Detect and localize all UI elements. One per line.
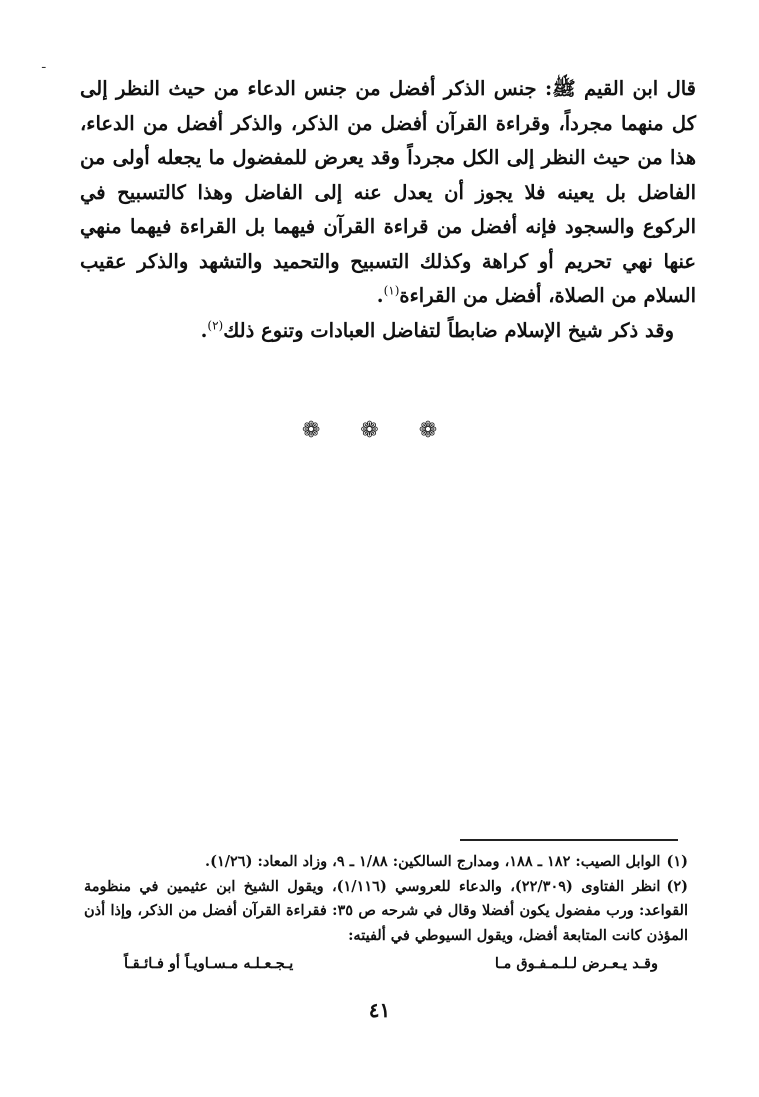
verse-second-hemistich: يـجـعـلـه مـسـاويـاً أو فـائـقـاً: [124, 955, 294, 972]
footnote-ref-1: (١): [383, 283, 400, 298]
section-separator: [0, 418, 759, 443]
corner-mark: ـ: [42, 57, 46, 71]
paragraph-2-text: وقد ذكر شيخ الإسلام ضابطاً لتفاضل العبادات وتنوع ذلك: [223, 318, 674, 342]
paragraph-2-end: .: [200, 318, 208, 342]
page-number: ٤١: [368, 998, 391, 1022]
separator-ornament-icon: ❁: [418, 418, 458, 443]
footnote-1: [84, 850, 688, 875]
footnote-1-text: الوابل الصيب: ١٨٢ ـ ١٨٨، ومدارج السالكين: ١/٨٨ ـ ٩، وزاد المعاد: (١/٢٦).: [205, 853, 661, 870]
paragraph-2: [80, 314, 696, 349]
footnote-2-verse: [84, 952, 688, 977]
footnote-2-number: (٢): [666, 877, 689, 895]
footnote-2: [84, 875, 688, 949]
footnote-2-text: انظر الفتاوى (٢٢/٣٠٩)، والدعاء للعروسي (١/١١٦)، ويقول الشيخ ابن عثيمين في منظومة القواعد: ورب مفضول يكون أفضلا وقال في شرحه ص ٣٥: فقراءة القرآن أفضل من الذكر، وإذا أذن المؤذن كانت المتابعة أفضل، ويقول السيوطي في ألفيته:: [84, 877, 688, 944]
paragraph-1-text: قال ابن القيم ﷺ: جنس الذكر أفضل من جنس الدعاء من حيث النظر إلى كل منهما مجرداً، وقراءة القرآن أفضل من الذكر، والذكر أفضل من الدعاء، هذا من حيث النظر إلى الكل مجرداً وقد يعرض للمفضول ما يجعله أولى من الفاضل بل يعينه فلا يجوز أن يعدل عنه إلى الفاضل وهذا كالتسبيح في الركوع والسجود فإنه أفضل من قراءة القرآن فيهما بل القراءة فيهما منهي عنها نهي تحريم أو كراهة وكذلك التسبيح والتحميد والتشهد والذكر عقيب السلام من الصلاة، أفضل من القراءة: [80, 77, 696, 307]
paragraph-1: [80, 72, 696, 314]
paragraph-1-end: .: [376, 284, 384, 307]
separator-ornament-icon: ❁: [360, 418, 399, 443]
footnote-1-number: (١): [666, 853, 688, 870]
footnotes: [84, 850, 688, 977]
footnote-ref-2: (٢): [207, 318, 224, 332]
footnote-divider: [460, 839, 678, 841]
verse-first-hemistich: وقـد يـعـرض لـلـمـفـوق مـا: [494, 955, 658, 972]
separator-ornament-icon: ❁: [301, 418, 341, 443]
main-text: [80, 72, 696, 348]
